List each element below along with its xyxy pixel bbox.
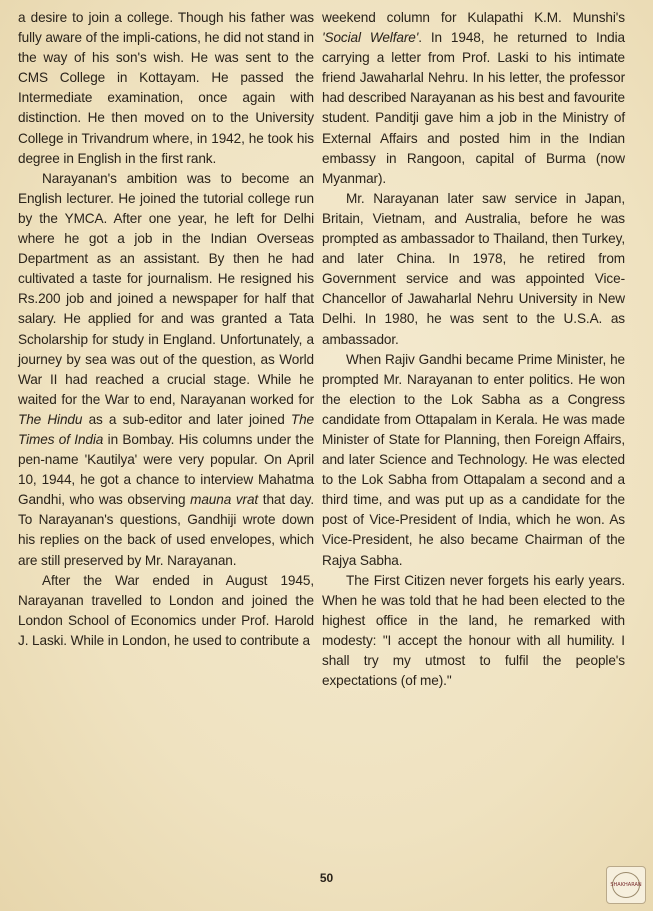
- right-column: [322, 8, 625, 691]
- seal-emblem-icon: [612, 872, 640, 898]
- left-column: [18, 8, 314, 651]
- right-paragraph-3: When Rajiv Gandhi became Prime Minister, he prompted Mr. Narayanan to enter politics. He won the election to the Lok Sabha as a Congress candidate from Ottapalam in Kerala. He was made Minister of State for Planning, then Foreign Affairs, and later Science and Technology. He was elected to the Lok Sabha from Ottapalam a second and a third time, and was put up as a candidate for the post of Vice-President of India, which he won. As Vice-President, he also became Chairman of the Rajya Sabha.: [322, 351, 625, 568]
- left-paragraph-3: After the War ended in August 1945, Narayanan travelled to London and joined the London School of Economics under Prof. Harold J. Laski. While in London, he used to contribute a: [18, 572, 314, 648]
- right-paragraph-2: Mr. Narayanan later saw service in Japan, Britain, Vietnam, and Australia, before he was prompted as ambassador to Thailand, then Turkey, and later China. In 1978, he retired from Government service and was appointed Vice-Chancellor of Jawaharlal Nehru University in New Delhi. In 1980, he was sent to the U.S.A. as ambassador.: [322, 190, 625, 347]
- left-paragraph-1: a desire to join a college. Though his father was fully aware of the impli-cations, he did not stand in the way of his son's wish. He was sent to the CMS College in Kottayam. He passed the Intermediate examination, once again with distinction. He then moved on to the University College in Trivandrum where, in 1942, he took his degree in English in the first rank.: [18, 10, 314, 166]
- publisher-seal: [606, 866, 646, 904]
- left-paragraph-2: Narayanan's ambition was to become an English lecturer. He joined the tutorial college run by the YMCA. After one year, he left for Delhi where he got a job in the Indian Overseas Department as an assistant. By then he had cultivated a taste for journalism. He resigned his Rs.200 job and joined a newspaper for half that salary. He applied for and was granted a Tata Scholarship for study in England. Unfortunately, a journey by sea was out of the question, as World War II had reached a crucial stage. While he waited for the War to end, Narayanan worked for The Hindu as a sub-editor and later joined The Times of India in Bombay. His columns under the pen-name 'Kautilya' were very popular. On April 10, 1944, he got a chance to interview Mahatma Gandhi, who was observing mauna vrat that day. To Narayanan's questions, Gandhiji wrote down his replies on the back of used envelopes, which are still preserved by Mr. Narayanan.: [18, 170, 314, 568]
- right-paragraph-1: weekend column for Kulapathi K.M. Munshi's 'Social Welfare'. In 1948, he returned to India carrying a letter from Prof. Laski to his intimate friend Jawaharlal Nehru. In his letter, the professor had described Narayanan as his best and favourite student. Panditji gave him a job in the Ministry of External Affairs and posted him in the Indian embassy in Rangoon, capital of Burma (now Myanmar).: [322, 10, 625, 186]
- seal-text: SHAKHARAN: [610, 882, 642, 888]
- right-paragraph-4: The First Citizen never forgets his early years. When he was told that he had been elected to the highest office in the land, he remarked with modesty: "I accept the honour with all humility. I shall try my utmost to fulfil the people's expectations (of me).": [322, 572, 625, 689]
- page-number: 50: [319, 871, 334, 885]
